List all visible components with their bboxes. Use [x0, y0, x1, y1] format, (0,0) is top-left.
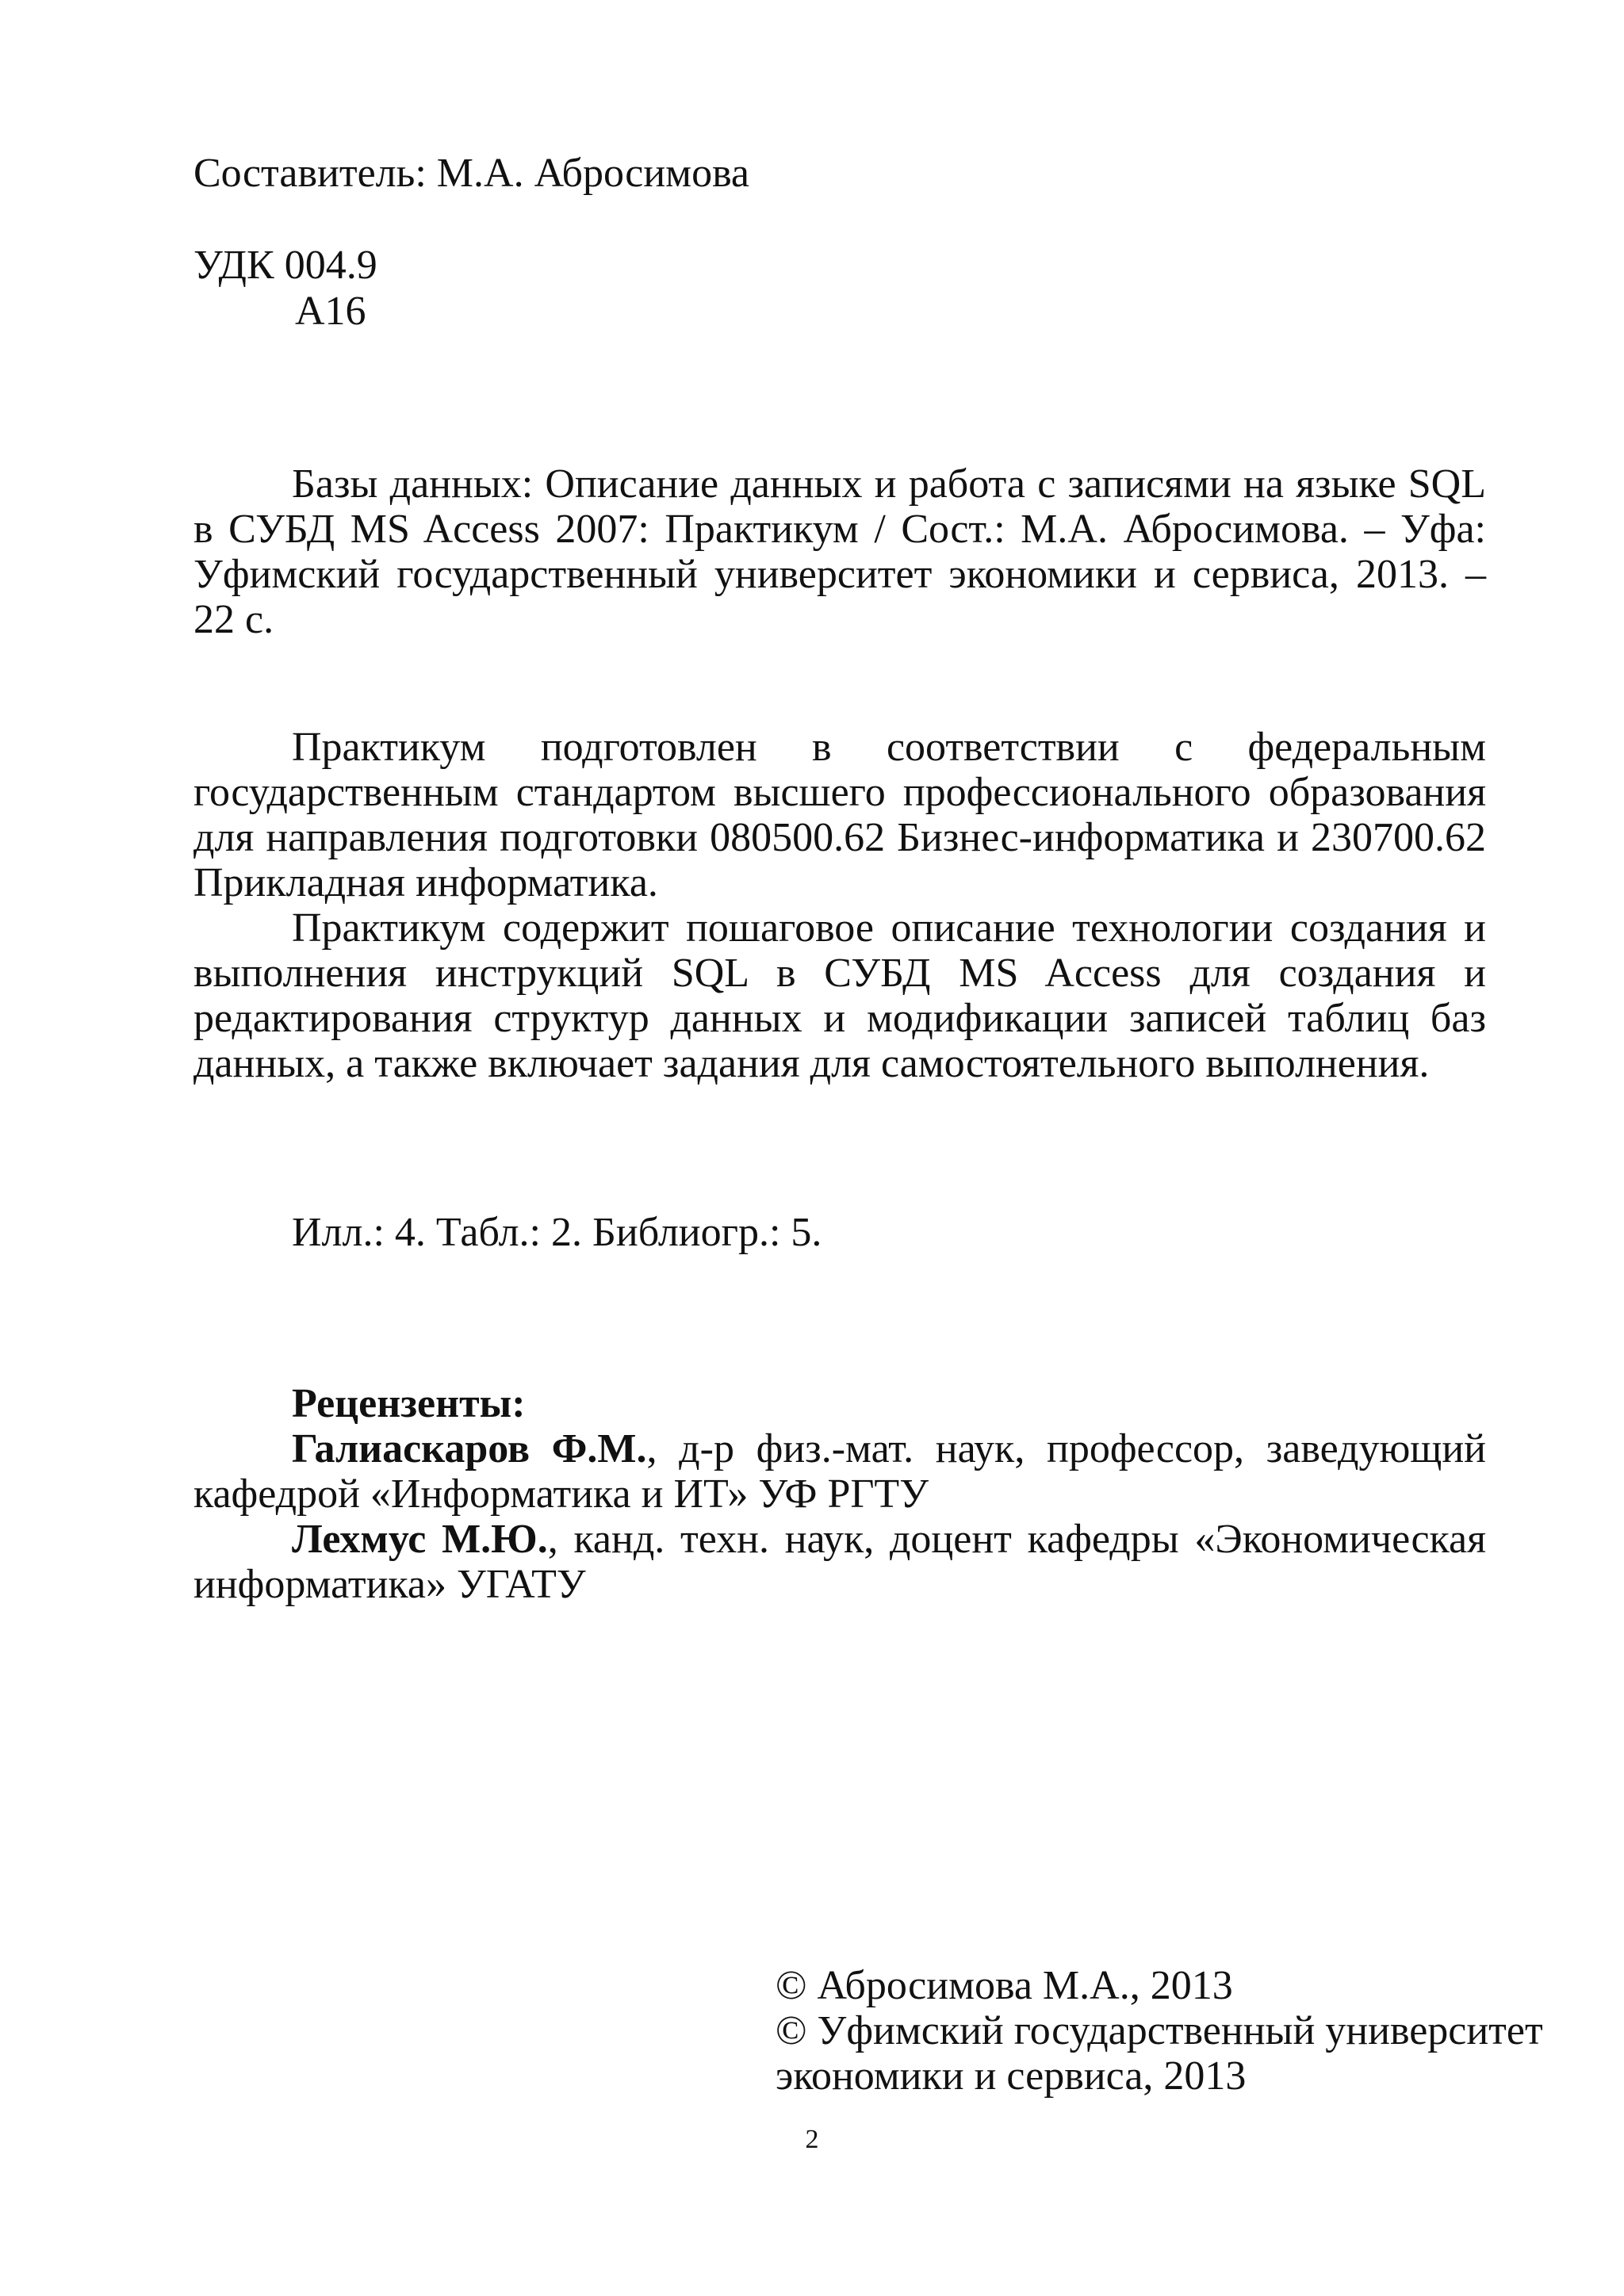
illustrations-note: Илл.: 4. Табл.: 2. Библиогр.: 5. [292, 1210, 822, 1255]
udk-author-mark: А16 [295, 289, 366, 334]
reviewers-block [193, 1381, 1486, 1607]
copyright-block [776, 1963, 1543, 2099]
copyright-line-3: экономики и сервиса, 2013 [776, 2053, 1247, 2099]
compiler-line: Составитель: М.А. Абросимова [193, 151, 750, 196]
annotation-paragraph-1: Практикум подготовлен в соответствии с федеральным государственным стандартом высшего профессионального образования для направления подготовки 080500.62 Бизнес-информатика и 230700.62 Прикладная информатика. [193, 725, 1486, 905]
copyright-line-2: © Уфимский государственный университет [776, 2008, 1543, 2053]
bibliographic-description: Базы данных: Описание данных и работа с записями на языке SQL в СУБД MS Access 2007: Практикум / Сост.: М.А. Абросимова. – Уфа: Уфимский государственный университет экономики и сервиса, 2013. – 22 с. [193, 461, 1486, 642]
copyright-line-1: © Абросимова М.А., 2013 [776, 1963, 1233, 2008]
reviewers-heading: Рецензенты: [292, 1381, 526, 1426]
reviewer-1 [193, 1426, 1486, 1517]
annotation-paragraph-2: Практикум содержит пошаговое описание технологии создания и выполнения инструкций SQL в СУБД MS Access для создания и редактирования структур данных и модификации записей таблиц баз данных, а также включает задания для самостоятельного выполнения. [193, 905, 1486, 1086]
bibliographic-description-block [193, 461, 1486, 642]
annotation-block [193, 725, 1486, 905]
reviewer-2 [193, 1517, 1486, 1607]
reviewer-2-details: , канд. техн. наук, доцент кафедры «Экономическая информатика» УГАТУ [193, 1517, 1486, 1607]
reviewer-1-name: Галиаскаров Ф.М. [292, 1426, 647, 1471]
reviewer-1-details: , д-р физ.-мат. наук, профессор, заведующий кафедрой «Информатика и ИТ» УФ РГТУ [193, 1426, 1487, 1517]
annotation-block-2 [193, 905, 1486, 1086]
udk-code: УДК 004.9 [193, 243, 377, 288]
page-number: 2 [805, 2125, 819, 2154]
reviewer-2-name: Лехмус М.Ю. [292, 1517, 548, 1562]
